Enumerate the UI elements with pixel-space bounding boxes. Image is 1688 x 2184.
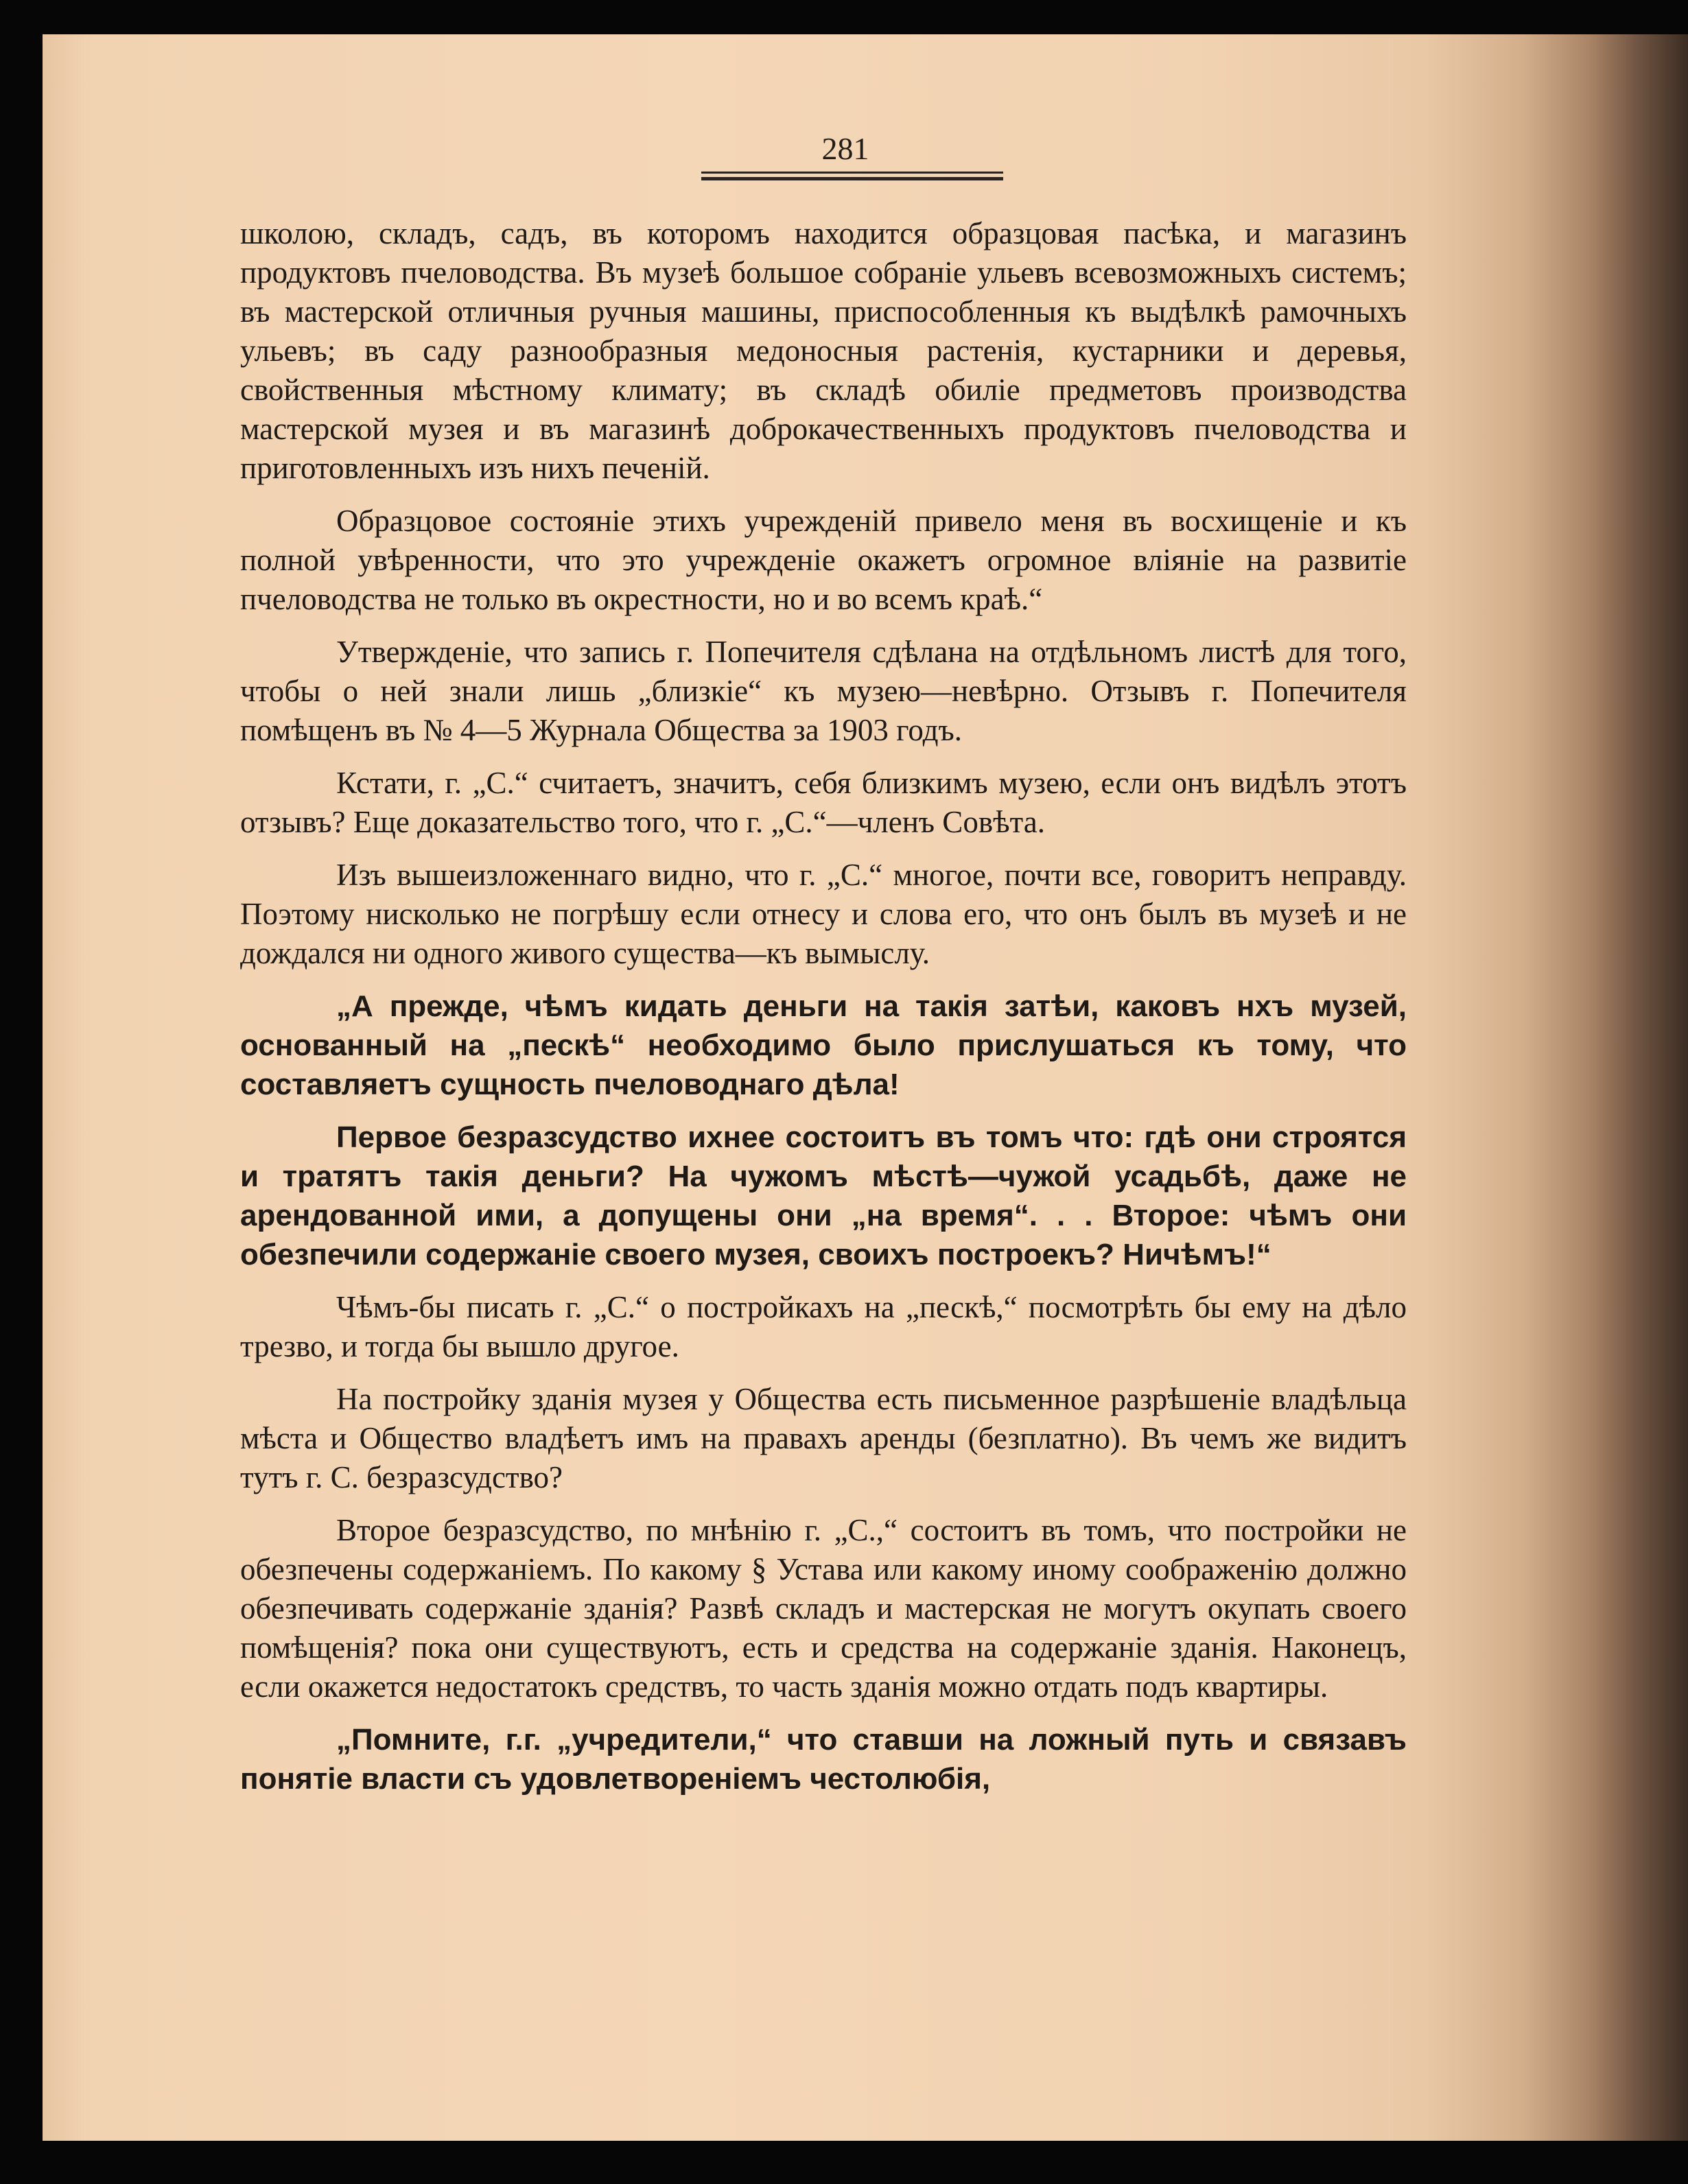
paragraph: Чѣмъ-бы писать г. „С.“ о постройкахъ на „пескѣ,“ посмотрѣть бы ему на дѣло трезво, и тогда бы вышло другое.	[240, 1290, 1407, 1363]
header-rule	[701, 177, 1003, 180]
paragraph: Второе безразсудство, по мнѣнію г. „С.,“ состоитъ въ томъ, что постройки не обезпечены содержаніемъ. По какому § Устава или какому иному соображенію должно обезпечивать содержаніе зданія? Развѣ складъ и мастерская не могутъ окупать своего помѣщенія? пока они существуютъ, есть и средства на содержаніе зданія. Наконецъ, если окажется недостатокъ средствъ, то часть зданія можно отдать подъ квартиры.	[240, 1513, 1407, 1704]
quoted-paragraph: „Помните, г.г. „учредители,“ что ставши на ложный путь и связавъ понятіе власти съ удовлетвореніемъ честолюбія,	[240, 1723, 1407, 1796]
paragraph: На постройку зданія музея у Общества есть письменное разрѣшеніе владѣльца мѣста и Общество владѣетъ имъ на правахъ аренды (безплатно). Въ чемъ же видитъ тутъ г. С. безразсудство?	[240, 1382, 1407, 1494]
paragraph: Образцовое состояніе этихъ учрежденій привело меня въ восхищеніе и къ полной увѣренности, что это учрежденіе окажетъ огромное вліяніе на развитіе пчеловодства не только въ окрестности, но и во всемъ краѣ.“	[240, 504, 1407, 616]
quoted-paragraph: Первое безразсудство ихнее состоитъ въ томъ что: гдѣ они строятся и тратятъ такія деньги? На чужомъ мѣстѣ—чужой усадьбѣ, даже не арендованной ими, а допущены они „на время“. . . Второе: чѣмъ они обезпечили содержаніе своего музея, своихъ построекъ? Ничѣмъ!“	[240, 1120, 1407, 1271]
page-number: 281	[821, 131, 869, 166]
paragraph: Утвержденіе, что запись г. Попечителя сдѣлана на отдѣльномъ листѣ для того, чтобы о ней знали лишь „близкіе“ къ музею—невѣрно. Отзывъ г. Попечителя помѣщенъ въ № 4—5 Журнала Общества за 1903 годъ.	[240, 635, 1407, 747]
paragraph-continuation: школою, складъ, садъ, въ которомъ находится образцовая пасѣка, и магазинъ продуктовъ пчеловодства. Въ музеѣ большое собраніе ульевъ всевозможныхъ системъ; въ мастерской отличныя ручныя машины, приспособленныя къ выдѣлкѣ рамочныхъ ульевъ; въ саду разнообразныя медоносныя растенія, кустарники и деревья, свойственныя мѣстному климату; въ складѣ обиліе предметовъ производства мастерской музея и въ магазинѣ доброкачественныхъ продуктовъ пчеловодства и приготовленныхъ изъ нихъ печеній.	[240, 216, 1407, 485]
paragraph: Изъ вышеизложеннаго видно, что г. „С.“ многое, почти все, говоритъ неправду. Поэтому нисколько не погрѣшу если отнесу и слова его, что онъ былъ въ музеѣ и не дождался ни одного живого существа—къ вымыслу.	[240, 858, 1407, 970]
book-page	[43, 34, 1688, 2141]
page-text	[240, 214, 1407, 1798]
paragraph: Кстати, г. „С.“ считаетъ, значитъ, себя близкимъ музею, если онъ видѣлъ этотъ отзывъ? Еще доказательство того, что г. „С.“—членъ Совѣта.	[240, 766, 1407, 839]
quoted-paragraph: „А прежде, чѣмъ кидать деньги на такія затѣи, каковъ нхъ музей, основанный на „пескѣ“ необходимо было прислушаться къ тому, что составляетъ сущность пчеловоднаго дѣла!	[240, 989, 1407, 1101]
header-rule	[701, 172, 1003, 174]
